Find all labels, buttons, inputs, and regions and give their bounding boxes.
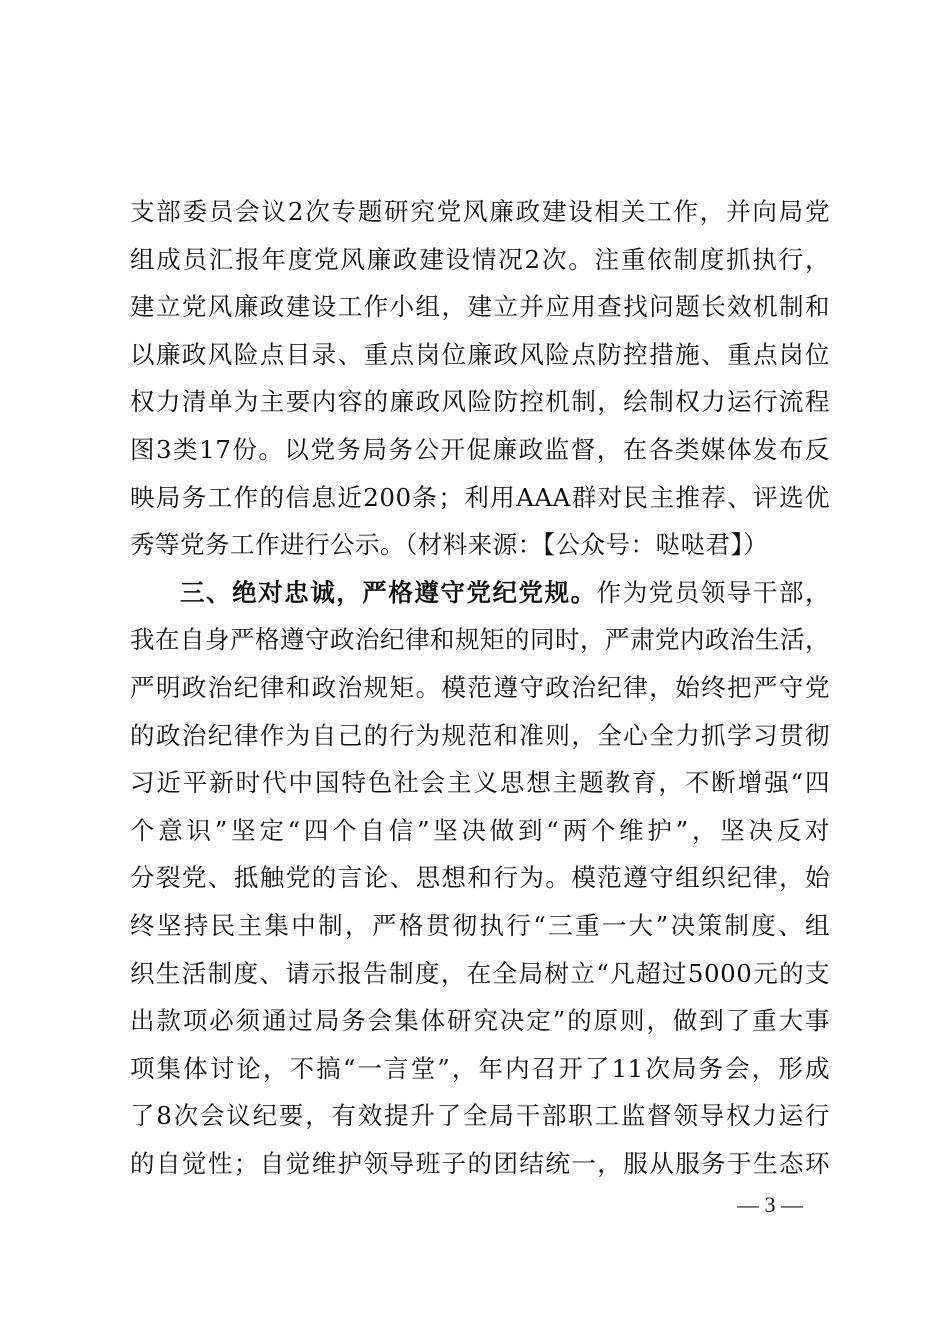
text-line: 终坚持民主集中制，严格贯彻执行“三重一大”决策制度、组	[130, 910, 830, 940]
text-line: 习近平新时代中国特色社会主义思想主题教育，不断增强“四	[130, 768, 830, 798]
text-line: 支部委员会议2次专题研究党风廉政建设相关工作，并向局党	[130, 197, 830, 226]
text-line: 的政治纪律作为自己的行为规范和准则，全心全力抓学习贯彻	[130, 720, 830, 750]
page-number: — 3 —	[737, 1192, 803, 1217]
text-line: 分裂党、抵触党的言论、思想和行为。模范遵守组织纪律，始	[130, 863, 830, 893]
text-line: 映局务工作的信息近200条；利用AAA群对民主推荐、评选优	[130, 482, 830, 512]
text-line: 个意识”坚定“四个自信”坚决做到“两个维护”，坚决反对	[130, 815, 830, 845]
text-line: 项集体讨论，不搞“一言堂”，年内召开了11次局务会，形成	[130, 1053, 830, 1083]
text-line: 出款项必须通过局务会集体研究决定”的原则，做到了重大事	[130, 1006, 830, 1036]
text-line: 以廉政风险点目录、重点岗位廉政风险点防控措施、重点岗位	[130, 339, 830, 369]
text-line: 织生活制度、请示报告制度，在全局树立“凡超过5000元的支	[130, 958, 830, 988]
text-line: 严明政治纪律和政治规矩。模范遵守政治纪律，始终把严守党	[130, 672, 830, 702]
body-text	[130, 188, 830, 1187]
text-line: 秀等党务工作进行公示。（材料来源：【公众号：哒哒君】）	[130, 530, 769, 560]
text-line: 组成员汇报年度党风廉政建设情况2次。注重依制度抓执行，	[130, 244, 830, 274]
section-first-line-rest: 作为党员领导干部，	[596, 577, 831, 607]
text-line: 权力清单为主要内容的廉政风险防控机制，绘制权力运行流程	[130, 387, 830, 417]
section-heading: 三、绝对忠诚，严格遵守党纪党规。	[180, 577, 597, 607]
text-line: 图3类17份。以党务局务公开促廉政监督，在各类媒体发布反	[130, 434, 830, 464]
text-line: 的自觉性；自觉维护领导班子的团结统一，服从服务于生态环	[130, 1148, 830, 1178]
text-line: 我在自身严格遵守政治纪律和规矩的同时，严肃党内政治生活，	[130, 625, 830, 655]
section-first-line	[130, 569, 830, 617]
text-line: 了8次会议纪要，有效提升了全局干部职工监督领导权力运行	[130, 1101, 830, 1131]
text-line: 建立党风廉政建设工作小组，建立并应用查找问题长效机制和	[130, 292, 830, 322]
